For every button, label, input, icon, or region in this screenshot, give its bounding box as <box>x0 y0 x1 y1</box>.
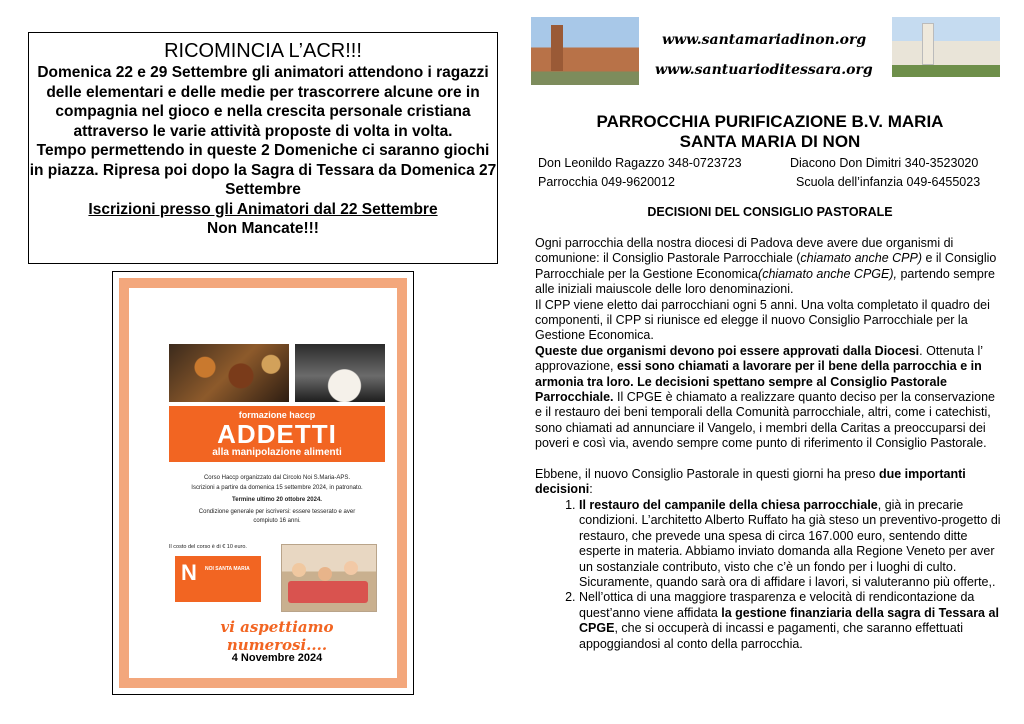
sanctuary-tower <box>922 23 934 65</box>
tessara-sanctuary-photo <box>892 17 1000 77</box>
acr-registration-note: Iscrizioni presso gli Animatori dal 22 Settembre <box>88 200 438 218</box>
article-paragraph-3: Queste due organismi devono poi essere approvati dalla Diocesi. Ottenuta l’ approvazione, essi sono chiamati a lavorare per il bene della parrocchia e in armonia tra loro. Le decisioni spettano sempre al Consiglio Pastorale Parrocchiale. Il CPGE è chiamato a realizzare quanto deciso per la conservazione e il restauro dei beni temporali della Comunità parrocchiale, altri, come i catechisti, sono chiamati ad annunciare il Vangelo, i membri della Caritas a preoccuparsi dei poveri e così via, avendo sempre come punto di riferimento il Consiglio Pastorale. <box>535 343 995 451</box>
contact-priest: Don Leonildo Ragazzo 348-0723723 <box>538 156 742 170</box>
article-body <box>535 236 1005 652</box>
noi-logo-name: NOI SANTA MARIA <box>205 566 250 572</box>
banner-bottom: alla manipolazione alimenti <box>212 447 342 458</box>
flyer-cost: Il costo del corso è di € 10 euro. <box>169 544 247 550</box>
noi-logo-mark: N <box>181 560 197 585</box>
acr-title: RICOMINCIA L’ACR!!! <box>164 40 362 62</box>
website-link-santamaria[interactable]: www.santamariadinon.org <box>662 32 867 48</box>
website-link-tessara[interactable]: www.santuarioditessara.org <box>655 62 873 78</box>
acr-paragraph-1: Domenica 22 e 29 Settembre gli animatori attendono i ragazzi delle elementari e delle medie per trascorrere alcune ore in compagnia nel gioco e nella crescita personale cristiana attraverso le varie attività proposte di volta in volta. <box>37 64 489 140</box>
banner-top: formazione haccp <box>238 410 316 420</box>
cartoon-person-1 <box>292 563 306 577</box>
parish-title <box>532 112 1008 152</box>
banner-main: ADDETTI <box>217 419 337 449</box>
flyer-line-4: Condizione generale per iscriversi: essere tesserato e aver compiuto 16 anni. <box>198 509 356 524</box>
flyer-line-3: Termine ultimo 20 ottobre 2024. <box>232 497 322 503</box>
acr-paragraph-2: Tempo permettendo in queste 2 Domeniche ci saranno giochi in piazza. Ripresa poi dopo la Sagra di Tessara da Domenica 27 Settembre <box>29 142 497 198</box>
article-paragraph-1: Ogni parrocchia della nostra diocesi di Padova deve avere due organismi di comunione: il Consiglio Pastorale Parrocchiale (chiamato anche CPP) e il Consiglio Parrocchiale per la Gestione Economica(chiamato anche CPGE), partendo sempre alle iniziali maiuscole delle loro denominazioni. <box>535 236 997 297</box>
decisions-list <box>535 498 1005 652</box>
list-item: 2. Nell’ottica di una maggiore trasparenza e velocità di rendicontazione da quest’anno viene affidata la gestione finanziaria della sagra di Tessara al CPGE, che si occuperà di incassi e pagamenti, che saranno effettuati appoggiandosi al conto della parrocchia. <box>579 590 1005 652</box>
acr-closing: Non Mancate!!! <box>207 220 319 237</box>
bell-tower <box>551 25 563 71</box>
cartoon-table <box>288 581 368 603</box>
parish-title-line-2: SANTA MARIA DI NON <box>679 132 861 151</box>
flyer-frame <box>119 278 407 688</box>
flyer-line-1: Corso Haccp organizzato dal Circolo Noi S.Maria-APS. <box>203 475 351 481</box>
noi-logo <box>175 556 261 602</box>
list-item: 1. Il restauro del campanile della chiesa parrocchiale, già in precarie condizioni. L’architetto Alberto Ruffato ha già steso un preventivo-progetto di restauro, che prevede una spesa di circa 167.000 euro, sentendo ditte esperte in materia. Abbiamo inviato domanda alla Regione Veneto per aver un sostanziale contributo, visto che c’è un fondo per i luoghi di culto. Sicuramente, quando sarà ora di affidare i lavori, si valuteranno più offerte,. <box>579 498 1005 590</box>
article-paragraph-4: Ebbene, il nuovo Consiglio Pastorale in questi giorni ha preso due importanti decisioni: <box>535 467 966 497</box>
parish-title-line-1: PARROCCHIA PURIFICAZIONE B.V. MARIA <box>596 112 944 131</box>
article-title: DECISIONI DEL CONSIGLIO PASTORALE <box>647 205 893 219</box>
flyer-line-2: Iscrizioni a partire da domenica 15 settembre 2024, in patronato. <box>191 485 363 491</box>
cartoon-person-2 <box>318 567 332 581</box>
grill-photo <box>169 344 289 402</box>
contact-school: Scuola dell’infanzia 049-6455023 <box>796 175 981 189</box>
contact-deacon: Diacono Don Dimitri 340-3523020 <box>790 156 979 170</box>
flyer-slogan: vi aspettiamo numerosi.... <box>220 618 334 654</box>
haccp-flyer <box>112 271 414 695</box>
article-paragraph-2: Il CPP viene eletto dai parrocchiani ogni 5 anni. Una volta completato il quadro dei componenti, il CPP si riunisce ed elegge il nuovo Consiglio Parrocchiale per la Gestione Economica. <box>535 297 990 343</box>
coffee-photo <box>295 344 385 402</box>
contact-parish: Parrocchia 049-9620012 <box>538 175 675 189</box>
cartoon-illustration <box>281 544 377 612</box>
acr-notice-box <box>28 32 498 264</box>
haccp-banner <box>169 406 385 462</box>
flyer-date: 4 Novembre 2024 <box>231 652 323 664</box>
santa-maria-church-photo <box>531 17 639 85</box>
cartoon-person-3 <box>344 561 358 575</box>
